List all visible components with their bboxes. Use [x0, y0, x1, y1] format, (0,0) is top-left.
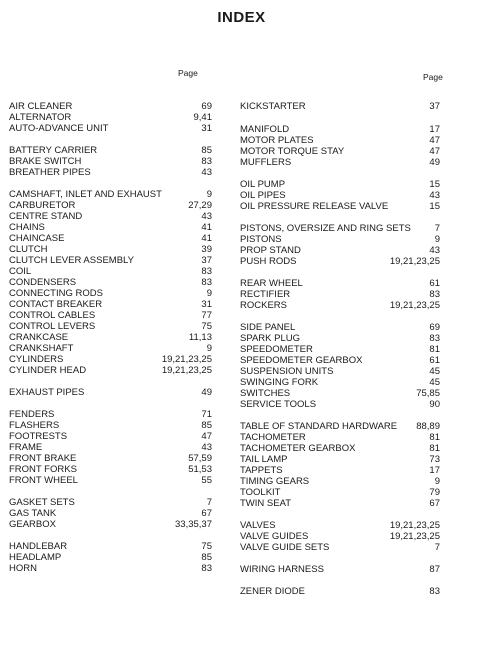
index-entry [9, 277, 212, 288]
index-term: FRONT WHEEL [9, 475, 78, 486]
index-entry [240, 322, 440, 333]
index-entry [240, 289, 440, 300]
index-page-numbers: 83 [429, 289, 440, 300]
index-page-numbers: 43 [201, 211, 212, 222]
index-entry [240, 223, 440, 234]
index-page-numbers: 33,35,37 [175, 519, 212, 530]
index-entry [9, 552, 212, 563]
page-title: INDEX [217, 9, 266, 26]
index-entry [240, 465, 440, 476]
index-page-numbers: 69 [429, 322, 440, 333]
index-page-numbers: 43 [201, 442, 212, 453]
index-term: SPARK PLUG [240, 333, 301, 344]
index-group [240, 520, 440, 553]
index-term: TAIL LAMP [240, 454, 288, 465]
index-term: FRONT BRAKE [9, 453, 77, 464]
index-group [9, 101, 212, 134]
index-column-right [240, 101, 440, 597]
index-entry [240, 476, 440, 487]
index-page-numbers: 19,21,23,25 [389, 300, 440, 311]
index-entry [240, 157, 440, 168]
index-page-numbers: 83 [429, 333, 440, 344]
index-term: OIL PIPES [240, 190, 286, 201]
index-entry [9, 145, 212, 156]
index-page-numbers: 75 [201, 321, 212, 332]
index-entry [9, 497, 212, 508]
index-entry [240, 366, 440, 377]
index-page-numbers: 49 [201, 387, 212, 398]
page-column-header-right: Page [423, 72, 443, 82]
index-entry [9, 519, 212, 530]
index-term: BREATHER PIPES [9, 167, 91, 178]
index-page-numbers: 19,21,23,25 [389, 520, 440, 531]
index-entry [9, 255, 212, 266]
index-term: FENDERS [9, 409, 55, 420]
index-entry [9, 343, 212, 354]
index-page-numbers: 81 [429, 443, 440, 454]
index-entry [240, 201, 440, 212]
index-term: FLASHERS [9, 420, 60, 431]
index-term: CYLINDER HEAD [9, 365, 87, 376]
index-term: CLUTCH [9, 244, 48, 255]
index-entry [9, 321, 212, 332]
index-entry [9, 299, 212, 310]
index-page-numbers: 61 [429, 355, 440, 366]
index-page-numbers: 9 [206, 343, 212, 354]
index-term: VALVE GUIDE SETS [240, 542, 330, 553]
index-entry [240, 531, 440, 542]
index-group [240, 124, 440, 168]
index-term: PROP STAND [240, 245, 301, 256]
index-entry [9, 541, 212, 552]
index-page-numbers: 83 [201, 156, 212, 167]
index-entry [9, 266, 212, 277]
index-term: CENTRE STAND [9, 211, 83, 222]
index-term: ALTERNATOR [9, 112, 72, 123]
index-page-numbers: 19,21,23,25 [389, 531, 440, 542]
index-term: GEARBOX [9, 519, 56, 530]
index-term: MOTOR TORQUE STAY [240, 146, 345, 157]
index-term: MUFFLERS [240, 157, 292, 168]
index-entry [9, 420, 212, 431]
index-group [240, 322, 440, 410]
index-entry [9, 112, 212, 123]
index-entry [240, 135, 440, 146]
index-term: TABLE OF STANDARD HARDWARE [240, 421, 398, 432]
index-page-numbers: 88,89 [416, 421, 440, 432]
index-page-numbers: 67 [201, 508, 212, 519]
index-page-numbers: 75,85 [416, 388, 440, 399]
index-entry [240, 124, 440, 135]
index-entry [9, 475, 212, 486]
index-page-numbers: 81 [429, 432, 440, 443]
index-term: VALVES [240, 520, 276, 531]
index-term: SUSPENSION UNITS [240, 366, 334, 377]
index-term: ZENER DIODE [240, 586, 305, 597]
index-page-numbers: 15 [429, 201, 440, 212]
index-group [240, 586, 440, 597]
index-page-numbers: 49 [429, 157, 440, 168]
index-entry [9, 453, 212, 464]
index-term: OIL PUMP [240, 179, 286, 190]
index-term: SWITCHES [240, 388, 291, 399]
index-term: AUTO-ADVANCE UNIT [9, 123, 109, 134]
index-term: CHAINS [9, 222, 45, 233]
index-term: FOOTRESTS [9, 431, 68, 442]
index-page-numbers: 47 [429, 135, 440, 146]
index-page-numbers: 7 [434, 223, 440, 234]
index-entry [9, 167, 212, 178]
index-entry [240, 146, 440, 157]
index-entry [9, 200, 212, 211]
index-term: REAR WHEEL [240, 278, 303, 289]
index-page-numbers: 47 [429, 146, 440, 157]
index-term: HANDLEBAR [9, 541, 68, 552]
index-page-numbers: 71 [201, 409, 212, 420]
index-page-numbers: 51,53 [188, 464, 212, 475]
index-entry [9, 409, 212, 420]
index-entry [9, 222, 212, 233]
index-page-numbers: 83 [201, 266, 212, 277]
index-page-numbers: 87 [429, 564, 440, 575]
index-entry [240, 256, 440, 267]
index-entry [240, 542, 440, 553]
index-page-numbers: 47 [201, 431, 212, 442]
index-entry [240, 101, 440, 112]
index-page-numbers: 45 [429, 377, 440, 388]
index-group [9, 497, 212, 530]
index-page-numbers: 41 [201, 222, 212, 233]
index-group [9, 189, 212, 376]
index-term: ROCKERS [240, 300, 287, 311]
index-page-numbers: 90 [429, 399, 440, 410]
index-term: CONNECTING RODS [9, 288, 103, 299]
index-term: SWINGING FORK [240, 377, 319, 388]
index-term: CHAINCASE [9, 233, 65, 244]
index-term: AIR CLEANER [9, 101, 73, 112]
index-group [240, 564, 440, 575]
index-term: HORN [9, 563, 37, 574]
index-page-numbers: 85 [201, 552, 212, 563]
index-group [9, 387, 212, 398]
index-entry [240, 421, 440, 432]
index-page-numbers: 19,21,23,25 [161, 354, 212, 365]
index-entry [9, 354, 212, 365]
index-entry [9, 431, 212, 442]
index-entry [9, 156, 212, 167]
index-term: BATTERY CARRIER [9, 145, 98, 156]
index-entry [240, 432, 440, 443]
index-entry [9, 233, 212, 244]
index-term: CRANKCASE [9, 332, 69, 343]
index-page-numbers: 15 [429, 179, 440, 190]
index-group [240, 179, 440, 212]
index-entry [240, 278, 440, 289]
index-term: SIDE PANEL [240, 322, 296, 333]
index-page-numbers: 9,41 [193, 112, 212, 123]
index-page-numbers: 85 [201, 145, 212, 156]
index-page-numbers: 73 [429, 454, 440, 465]
index-term: CONTACT BREAKER [9, 299, 103, 310]
index-page-numbers: 45 [429, 366, 440, 377]
index-term: TACHOMETER [240, 432, 306, 443]
index-page-numbers: 7 [434, 542, 440, 553]
index-page-numbers: 75 [201, 541, 212, 552]
index-entry [240, 245, 440, 256]
index-page-numbers: 37 [201, 255, 212, 266]
index-group [240, 223, 440, 267]
index-term: SPEEDOMETER [240, 344, 313, 355]
index-term: VALVE GUIDES [240, 531, 309, 542]
index-entry [240, 564, 440, 575]
index-page-numbers: 57,59 [188, 453, 212, 464]
index-entry [240, 520, 440, 531]
index-term: CRANKSHAFT [9, 343, 74, 354]
index-term: WIRING HARNESS [240, 564, 324, 575]
index-entry [240, 388, 440, 399]
index-term: CAMSHAFT, INLET AND EXHAUST [9, 189, 162, 200]
index-group [9, 145, 212, 178]
index-entry [9, 387, 212, 398]
index-term: MOTOR PLATES [240, 135, 314, 146]
page-column-header-left: Page [178, 68, 198, 78]
index-term: KICKSTARTER [240, 101, 306, 112]
index-column-left [9, 101, 212, 574]
index-page-numbers: 27,29 [188, 200, 212, 211]
index-term: TAPPETS [240, 465, 283, 476]
index-term: SPEEDOMETER GEARBOX [240, 355, 363, 366]
index-page-numbers: 31 [201, 123, 212, 134]
index-entry [240, 179, 440, 190]
index-page-numbers: 9 [434, 476, 440, 487]
index-term: TWIN SEAT [240, 498, 292, 509]
index-page-numbers: 85 [201, 420, 212, 431]
index-term: GASKET SETS [9, 497, 75, 508]
index-page-numbers: 83 [201, 277, 212, 288]
index-term: MANIFOLD [240, 124, 290, 135]
index-entry [240, 399, 440, 410]
index-group [240, 278, 440, 311]
index-entry [9, 288, 212, 299]
index-term: COIL [9, 266, 32, 277]
index-term: FRAME [9, 442, 43, 453]
index-term: PISTONS [240, 234, 282, 245]
index-page-numbers: 37 [429, 101, 440, 112]
index-page-numbers: 83 [201, 563, 212, 574]
index-entry [9, 189, 212, 200]
index-page-numbers: 11,13 [188, 332, 212, 343]
index-page-numbers: 9 [206, 189, 212, 200]
index-term: TOOLKIT [240, 487, 281, 498]
index-entry [240, 487, 440, 498]
index-term: CONTROL CABLES [9, 310, 96, 321]
index-group [240, 101, 440, 112]
index-entry [240, 586, 440, 597]
index-page-numbers: 41 [201, 233, 212, 244]
index-term: FRONT FORKS [9, 464, 77, 475]
index-entry [240, 443, 440, 454]
index-term: SERVICE TOOLS [240, 399, 317, 410]
index-entry [240, 344, 440, 355]
index-term: CONTROL LEVERS [9, 321, 96, 332]
index-page-numbers: 17 [429, 465, 440, 476]
index-page-numbers: 61 [429, 278, 440, 289]
index-entry [9, 442, 212, 453]
index-term: HEADLAMP [9, 552, 62, 563]
index-entry [9, 310, 212, 321]
index-page-numbers: 83 [429, 586, 440, 597]
index-page-numbers: 43 [201, 167, 212, 178]
index-term: CONDENSERS [9, 277, 77, 288]
index-page-numbers: 19,21,23,25 [389, 256, 440, 267]
index-page-numbers: 55 [201, 475, 212, 486]
index-group [240, 421, 440, 509]
index-term: TACHOMETER GEARBOX [240, 443, 356, 454]
index-term: BRAKE SWITCH [9, 156, 82, 167]
index-entry [9, 211, 212, 222]
index-page-numbers: 31 [201, 299, 212, 310]
index-entry [240, 190, 440, 201]
index-entry [9, 365, 212, 376]
index-entry [9, 464, 212, 475]
index-term: RECTIFIER [240, 289, 291, 300]
index-page-numbers: 79 [429, 487, 440, 498]
index-page-numbers: 9 [206, 288, 212, 299]
index-entry [9, 508, 212, 519]
index-group [9, 409, 212, 486]
index-term: OIL PRESSURE RELEASE VALVE [240, 201, 389, 212]
index-entry [240, 333, 440, 344]
index-entry [9, 563, 212, 574]
index-entry [9, 123, 212, 134]
index-term: CYLINDERS [9, 354, 64, 365]
index-entry [240, 454, 440, 465]
index-page-numbers: 17 [429, 124, 440, 135]
index-term: EXHAUST PIPES [9, 387, 85, 398]
index-entry [240, 300, 440, 311]
index-page-numbers: 69 [201, 101, 212, 112]
index-entry [9, 101, 212, 112]
index-page-numbers: 81 [429, 344, 440, 355]
index-entry [240, 377, 440, 388]
index-entry [240, 234, 440, 245]
index-page-numbers: 43 [429, 190, 440, 201]
index-entry [9, 244, 212, 255]
index-term: CARBURETOR [9, 200, 76, 211]
index-page-numbers: 43 [429, 245, 440, 256]
index-entry [240, 498, 440, 509]
index-term: TIMING GEARS [240, 476, 310, 487]
index-page-numbers: 67 [429, 498, 440, 509]
index-page-numbers: 77 [201, 310, 212, 321]
index-term: PISTONS, OVERSIZE AND RING SETS [240, 223, 411, 234]
index-page-numbers: 9 [434, 234, 440, 245]
index-term: PUSH RODS [240, 256, 297, 267]
index-entry [240, 355, 440, 366]
index-group [9, 541, 212, 574]
index-page-numbers: 39 [201, 244, 212, 255]
index-term: CLUTCH LEVER ASSEMBLY [9, 255, 134, 266]
index-term: GAS TANK [9, 508, 57, 519]
index-entry [9, 332, 212, 343]
index-page-numbers: 19,21,23,25 [161, 365, 212, 376]
index-page-numbers: 7 [206, 497, 212, 508]
